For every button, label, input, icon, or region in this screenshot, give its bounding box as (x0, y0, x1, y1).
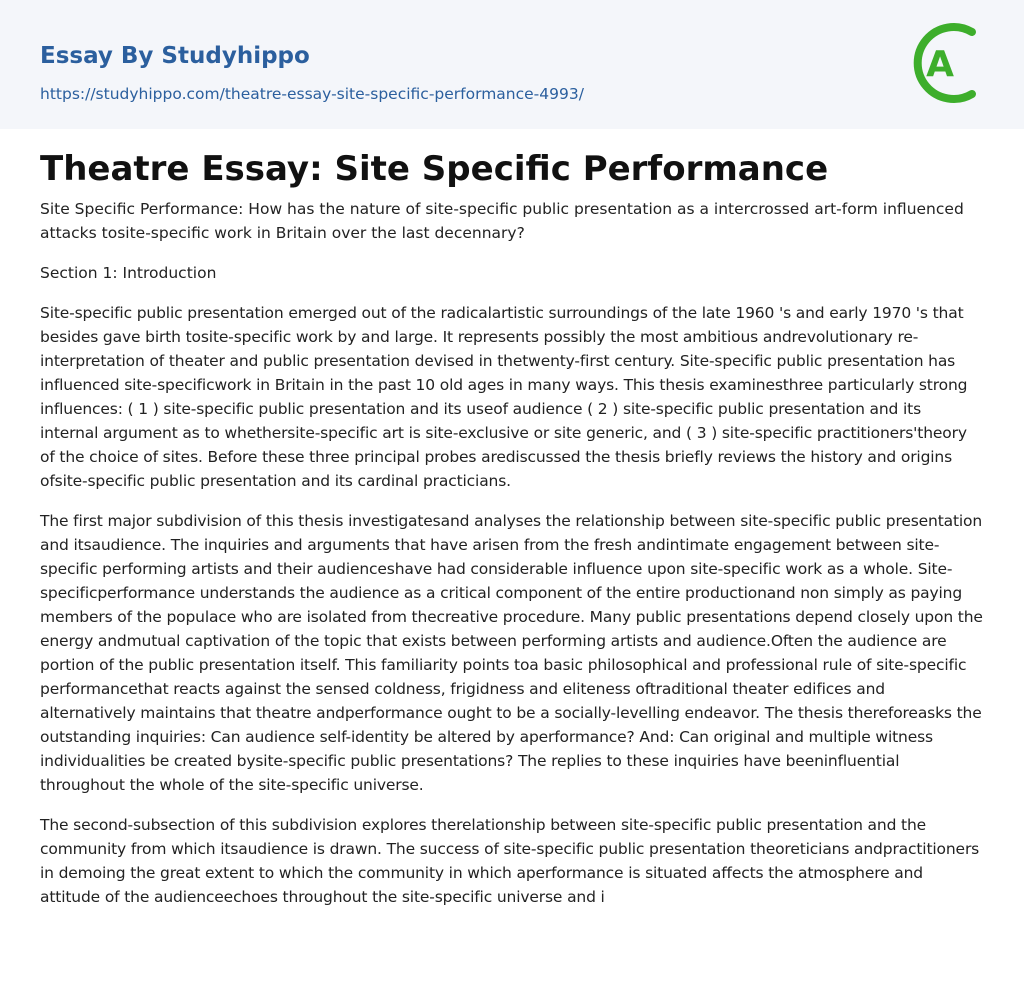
paragraph-2: The first major subdivision of this thesis investigatesand analyses the relationship between site-specific public presentation and itsaudience. The inquiries and arguments that have arisen from the fresh andintimate engagement between site-specific performing artists and their audienceshave had considerable influence upon site-specific work as a whole. Site-specificperformance understands the audience as a critical component of the entire productionand non simply as paying members of the populace who are isolated from thecreative procedure. Many public presentations depend closely upon the energy andmutual captivation of the topic that exists between performing artists and audience.Often the audience are portion of the public presentation itself. This familiarity points toa basic philosophical and professional rule of site-specific performancethat reacts against the sensed coldness, frigidness and eliteness oftraditional theater edifices and alternatively maintains that theatre andperformance ought to be a socially-levelling endeavor. The thesis thereforeasks the outstanding inquiries: Can audience self-identity be altered by aperformance? And: Can original and multiple witness individualities be created bysite-specific public presentations? The replies to these inquiries have beeninfluential throughout the whole of the site-specific universe. (40, 512, 983, 794)
site-title[interactable]: Essay By Studyhippo (40, 43, 310, 69)
paragraph-3: The second-subsection of this subdivision explores therelationship between site-specific public presentation and the community from which itsaudience is drawn. The success of site-specific public presentation theoreticians andpractitioners in demoing the great extent to which the community in which aperformance is situated affects the atmosphere and attitude of the audienceechoes throughout the site-specific universe and i (40, 816, 980, 906)
lead-question: Site Specific Performance: How has the nature of site-specific public presentation as a intercrossed art-form influenced attacks tosite-specific work in Britain over the last decennary? (40, 200, 964, 242)
section-heading: Section 1: Introduction (40, 264, 217, 282)
paragraph-1: Site-specific public presentation emerged out of the radicalartistic surroundings of the late 1960 's and early 1970 's that besides gave birth tosite-specific work by and large. It represents possibly the most ambitious andrevolutionary re-interpretation of theater and public presentation devised in thetwenty-first century. Site-specific public presentation has influenced site-specificwork in Britain in the past 10 old ages in many ways. This thesis examinesthree particularly strong influences: ( 1 ) site-specific public presentation and its useof audience ( 2 ) site-specific public presentation and its internal argument as to whethersite-specific art is site-exclusive or site generic, and ( 3 ) site-specific practitioners'theory of the choice of sites. Before these three principal probes arediscussed the thesis briefly reviews the history and origins ofsite-specific public presentation and its cardinal practicians. (40, 304, 968, 490)
logo-letter: A (926, 44, 954, 85)
page-title: Theatre Essay: Site Specific Performance (40, 149, 829, 189)
site-header (0, 0, 1024, 129)
article-body (0, 129, 1024, 909)
studyhippo-logo-icon[interactable] (910, 18, 990, 108)
essay-url-link[interactable]: https://studyhippo.com/theatre-essay-site-specific-performance-4993/ (40, 85, 584, 103)
